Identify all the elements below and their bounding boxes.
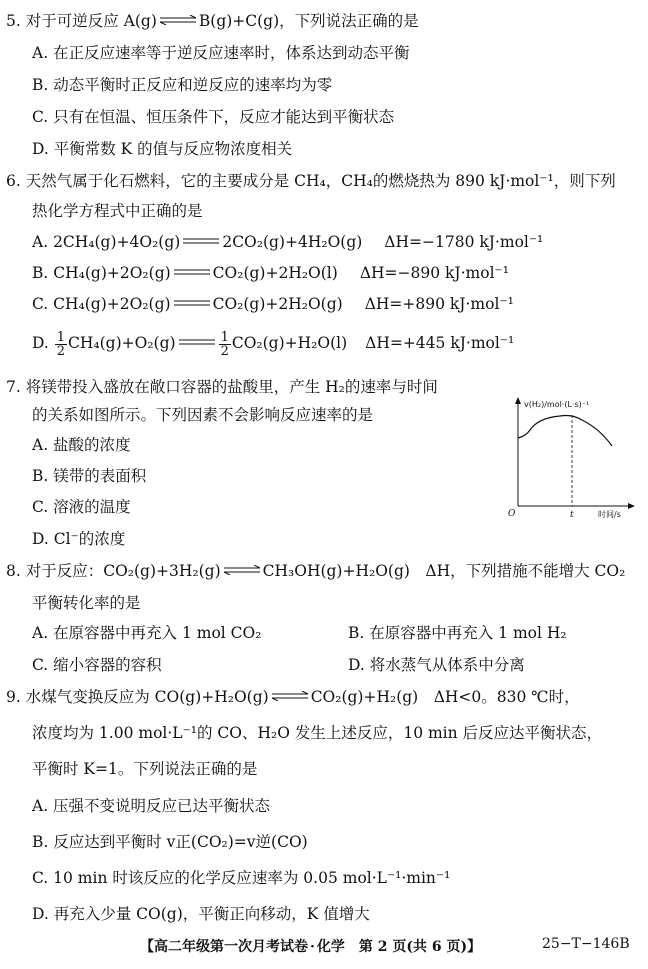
reaction-equals-icon (177, 337, 217, 347)
q7-number: 7. (6, 378, 21, 396)
q5-option-b: B. 动态平衡时正反应和逆反应的速率均为零 (32, 76, 333, 94)
reaction-equals-icon (172, 298, 212, 308)
q9-stem-line3: 平衡时 K=1。下列说法正确的是 (32, 760, 258, 778)
q7-stem-line2: 的关系如图所示。下列因素不会影响反应速率的是 (32, 406, 374, 424)
q6-a-label: A. (32, 233, 49, 251)
q6-option-d (32, 328, 514, 358)
q8-option-a: A. 在原容器中再充入 1 mol CO₂ (32, 624, 262, 642)
q6-option-a (32, 231, 543, 253)
q7-option-b: B. 镁带的表面积 (32, 467, 147, 485)
q7-option-c: C. 溶液的温度 (32, 498, 131, 516)
q6-c-label: C. (32, 295, 49, 313)
q8-option-c: C. 缩小容器的容积 (32, 656, 162, 674)
origin-label: O (508, 509, 516, 518)
q9-stem-part2: CO₂(g)+H₂(g) ΔH<0。830 ℃时， (310, 688, 580, 706)
q9-option-a: A. 压强不变说明反应已达平衡状态 (32, 797, 271, 815)
q6-d-lhs: CH₄(g)+O₂(g) (68, 334, 176, 352)
q6-d-rhs: CO₂(g)+H₂O(l) (231, 334, 348, 352)
q5-option-a: A. 在正反应速率等于逆反应速率时，体系达到动态平衡 (32, 44, 410, 62)
y-axis-arrow-icon (515, 397, 521, 404)
q6-number: 6. (6, 172, 21, 190)
q7-option-d: D. Cl⁻的浓度 (32, 530, 126, 548)
equilibrium-arrow-icon (270, 691, 310, 701)
q9-stem (6, 686, 580, 708)
q9-option-c: C. 10 min 时该反应的化学反应速率为 0.05 mol·L⁻¹·min⁻¹ (32, 869, 451, 887)
reaction-equals-icon (172, 267, 212, 277)
t-label: t (570, 510, 574, 518)
equilibrium-arrow-icon (158, 15, 198, 25)
q8-option-b: B. 在原容器中再充入 1 mol H₂ (348, 624, 567, 642)
q5-option-c: C. 只有在恒温、恒压条件下，反应才能达到平衡状态 (32, 108, 395, 126)
q7-stem-line1 (6, 376, 438, 398)
q5-number: 5. (6, 12, 21, 30)
fraction-one-half: $\frac{1}{2}$ (56, 329, 66, 359)
q9-option-d: D. 再充入少量 CO(g)，平衡正向移动，K 值增大 (32, 905, 370, 923)
q6-stem-line1 (6, 170, 616, 192)
q9-stem-line2: 浓度均为 1.00 mol·L⁻¹的 CO、H₂O 发生上述反应，10 min 后反应达平衡状态， (32, 724, 603, 742)
x-axis-arrow-icon (628, 503, 635, 509)
q6-stem-line2: 热化学方程式中正确的是 (32, 202, 203, 220)
q6-option-c (32, 293, 514, 315)
q6-c-lhs: CH₄(g)+2O₂(g) (53, 295, 171, 313)
y-axis-label: v(H₂)/mol·(L·s)⁻¹ (524, 400, 590, 409)
q6-d-label: D. (32, 334, 49, 352)
page-footer-title: 【高二年级第一次月考试卷 · 化学 第 2 页(共 6 页)】 (140, 939, 482, 955)
q8-stem (6, 560, 625, 582)
q9-stem-part1: 水煤气变换反应为 CO(g)+H₂O(g) (25, 688, 269, 706)
q6-option-b (32, 262, 509, 284)
q6-b-lhs: CH₄(g)+2O₂(g) (53, 264, 171, 282)
q8-option-d: D. 将水蒸气从体系中分离 (348, 656, 525, 674)
q5-stem (6, 10, 419, 32)
q6-stem-text1: 天然气属于化石燃料，它的主要成分是 CH₄，CH₄的燃烧热为 890 kJ·mol⁻¹，则下列 (25, 172, 616, 190)
footer-subject: 化学 (316, 939, 345, 955)
q9-option-b: B. 反应达到平衡时 v正(CO₂)=v逆(CO) (32, 833, 308, 851)
q5-option-d: D. 平衡常数 K 的值与反应物浓度相关 (32, 140, 293, 158)
q6-a-rhs: 2CO₂(g)+4H₂O(g) (222, 233, 363, 251)
page-footer-code: 25−T−146B (542, 936, 630, 952)
rate-time-graph (500, 396, 640, 518)
q8-stem-part2: CH₃OH(g)+H₂O(g) ΔH，下列措施不能增大 CO₂ (262, 562, 626, 580)
q6-a-lhs: 2CH₄(g)+4O₂(g) (53, 233, 181, 251)
q6-b-label: B. (32, 264, 49, 282)
q6-d-dh: ΔH=+445 kJ·mol⁻¹ (365, 334, 515, 352)
q8-stem-line2: 平衡转化率的是 (32, 594, 141, 612)
fraction-one-half: $\frac{1}{2}$ (220, 329, 229, 359)
q6-c-dh: ΔH=+890 kJ·mol⁻¹ (364, 295, 514, 313)
q8-number: 8. (6, 562, 21, 580)
footer-page-number: 第 2 页(共 6 页)】 (358, 939, 482, 955)
q5-stem-part2: B(g)+C(g)，下列说法正确的是 (198, 12, 419, 30)
reaction-equals-icon (181, 236, 221, 246)
q9-number: 9. (6, 688, 21, 706)
q8-stem-part1: 对于反应：CO₂(g)+3H₂(g) (25, 562, 221, 580)
q7-stem-text1: 将镁带投入盛放在敞口容器的盐酸里，产生 H₂的速率与时间 (25, 378, 438, 396)
q6-b-dh: ΔH=−890 kJ·mol⁻¹ (359, 264, 509, 282)
q6-a-dh: ΔH=−1780 kJ·mol⁻¹ (384, 233, 544, 251)
q6-b-rhs: CO₂(g)+2H₂O(l) (212, 264, 338, 282)
q5-stem-part1: 对于可逆反应 A(g) (25, 12, 157, 30)
q6-c-rhs: CO₂(g)+2H₂O(g) (212, 295, 343, 313)
footer-exam-name: 【高二年级第一次月考试卷 (140, 939, 308, 955)
equilibrium-arrow-icon (222, 565, 262, 575)
q7-option-a: A. 盐酸的浓度 (32, 436, 131, 454)
x-axis-label: 时间/s (598, 510, 621, 518)
rate-curve (518, 416, 612, 447)
